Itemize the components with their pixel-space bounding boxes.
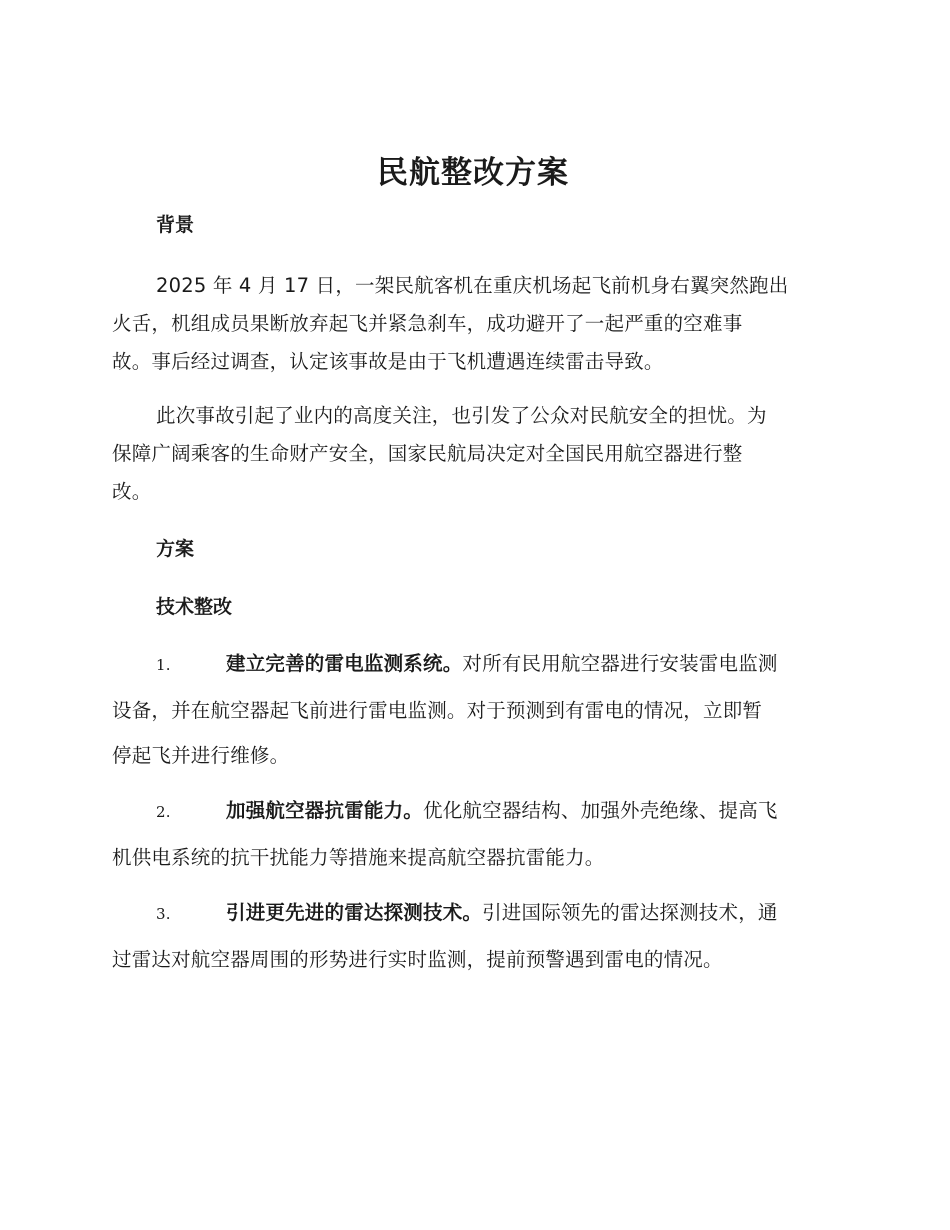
paragraph-line: 2025 年 4 月 17 日，一架民航客机在重庆机场起飞前机身右翼突然跑出 [156,274,789,297]
list-item-text: 机供电系统的抗干扰能力等措施来提高航空器抗雷能力。 [112,846,605,869]
list-item [112,788,834,880]
list-number: 3. [156,905,171,923]
heading-plan: 方案 [156,538,195,560]
list-item-text: 设备，并在航空器起飞前进行雷电监测。对于预测到有雷电的情况，立即暂 [112,699,763,722]
document-page [112,150,834,982]
heading-tech: 技术整改 [156,596,233,618]
list-item-lead: 引进更先进的雷达探测技术。 [226,901,483,924]
list-item-lead: 建立完善的雷电监测系统。 [226,652,463,675]
list-item-lead: 加强航空器抗雷能力。 [226,799,424,822]
list-item-text: 引进国际领先的雷达探测技术，通 [482,901,778,924]
paragraph-line: 改。 [112,480,152,503]
document-title: 民航整改方案 [377,155,569,191]
paragraph-background-2 [112,397,834,511]
paragraph-line: 故。事后经过调查，认定该事故是由于飞机遭遇连续雷击导致。 [112,350,664,373]
list-item-text: 过雷达对航空器周围的形势进行实时监测，提前预警遇到雷电的情况。 [112,948,723,971]
paragraph-line: 此次事故引起了业内的高度关注，也引发了公众对民航安全的担忧。为 [156,404,767,427]
paragraph-background-1 [112,267,834,381]
list-number: 2. [156,803,171,821]
list-item-text: 对所有民用航空器进行安装雷电监测 [462,652,778,675]
list-item [112,641,834,778]
paragraph-line: 火舌，机组成员果断放弃起飞并紧急刹车，成功避开了一起严重的空难事 [112,312,743,335]
list-item [112,890,834,982]
list-item-text: 优化航空器结构、加强外壳绝缘、提高飞 [423,799,778,822]
paragraph-line: 保障广阔乘客的生命财产安全，国家民航局决定对全国民用航空器进行整 [112,442,743,465]
heading-background: 背景 [156,214,195,236]
list-item-text: 停起飞并进行维修。 [112,744,290,767]
list-number: 1. [156,656,171,674]
